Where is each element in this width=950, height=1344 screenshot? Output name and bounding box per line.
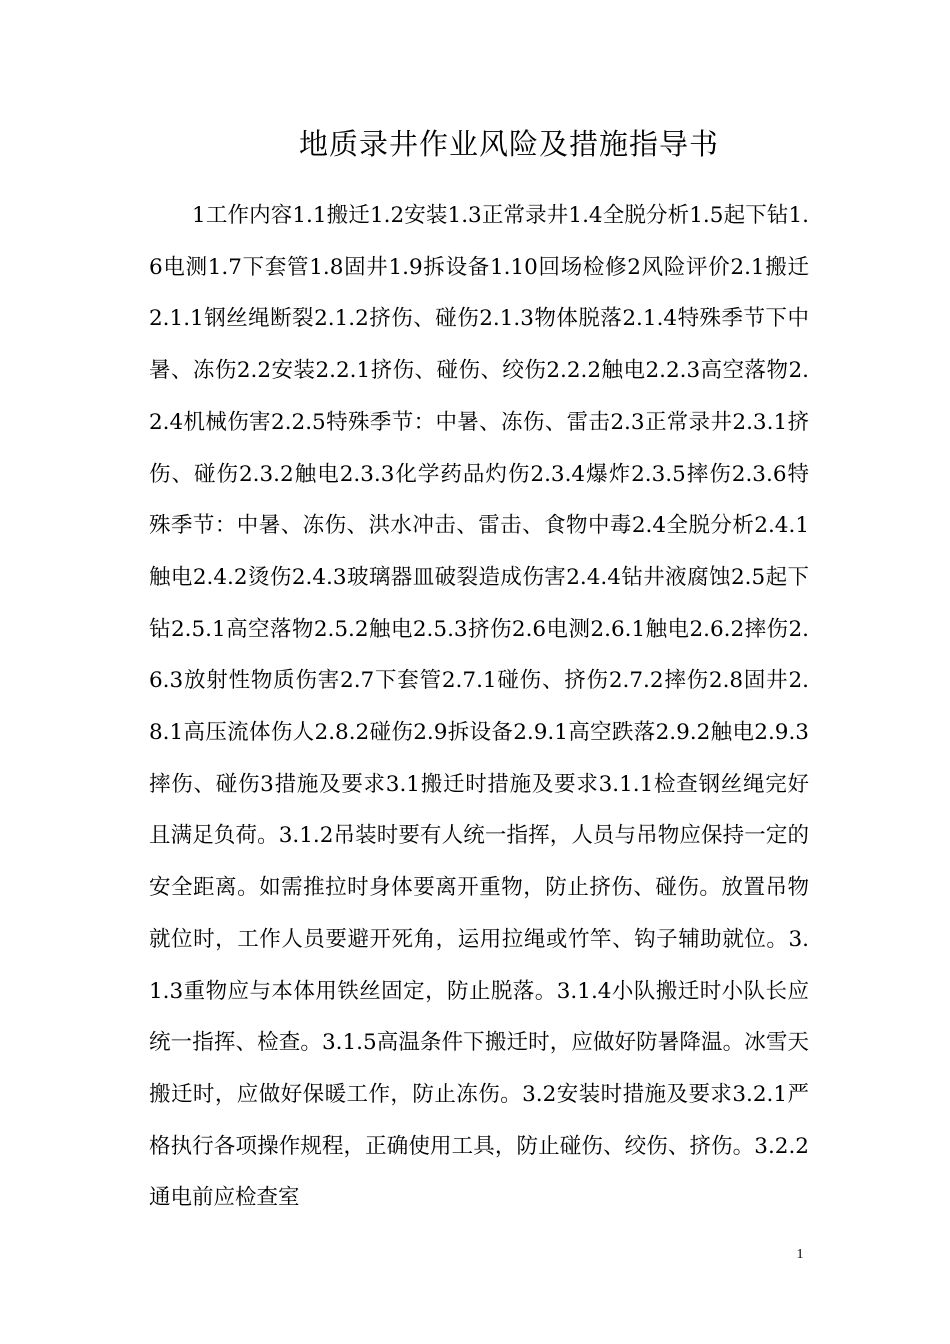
document-body-text: 1工作内容1.1搬迁1.2安装1.3正常录井1.4全脱分析1.5起下钻1.6电测1.7下套管1.8固井1.9拆设备1.10回场检修2风险评价2.1搬迁2.1.1钢丝绳断裂2.1.2挤伤、碰伤2.1.3物体脱落2.1.4特殊季节下中暑、冻伤2.2安装2.2.1挤伤、碰伤、绞伤2.2.2触电2.2.3高空落物2.2.4机械伤害2.2.5特殊季节：中暑、冻伤、雷击2.3正常录井2.3.1挤伤、碰伤2.3.2触电2.3.3化学药品灼伤2.3.4爆炸2.3.5摔伤2.3.6特殊季节：中暑、冻伤、洪水冲击、雷击、食物中毒2.4全脱分析2.4.1触电2.4.2烫伤2.4.3玻璃器皿破裂造成伤害2.4.4钻井液腐蚀2.5起下钻2.5.1高空落物2.5.2触电2.5.3挤伤2.6电测2.6.1触电2.6.2摔伤2.6.3放射性物质伤害2.7下套管2.7.1碰伤、挤伤2.7.2摔伤2.8固井2.8.1高压流体伤人2.8.2碰伤2.9拆设备2.9.1高空跌落2.9.2触电2.9.3摔伤、碰伤3措施及要求3.1搬迁时措施及要求3.1.1检查钢丝绳完好且满足负荷。3.1.2吊装时要有人统一指挥，人员与吊物应保持一定的安全距离。如需推拉时身体要离开重物，防止挤伤、碰伤。放置吊物就位时，工作人员要避开死角，运用拉绳或竹竿、钩子辅助就位。3.1.3重物应与本体用铁丝固定，防止脱落。3.1.4小队搬迁时小队长应统一指挥、检查。3.1.5高温条件下搬迁时，应做好防暑降温。冰雪天搬迁时，应做好保暖工作，防止冻伤。3.2安装时措施及要求3.2.1严格执行各项操作规程，正确使用工具，防止碰伤、绞伤、挤伤。3.2.2通电前应检查室 <box>149 203 809 1211</box>
document-title: 地质录井作业风险及措施指导书 <box>298 127 719 161</box>
page-number: 1 <box>796 1247 804 1262</box>
